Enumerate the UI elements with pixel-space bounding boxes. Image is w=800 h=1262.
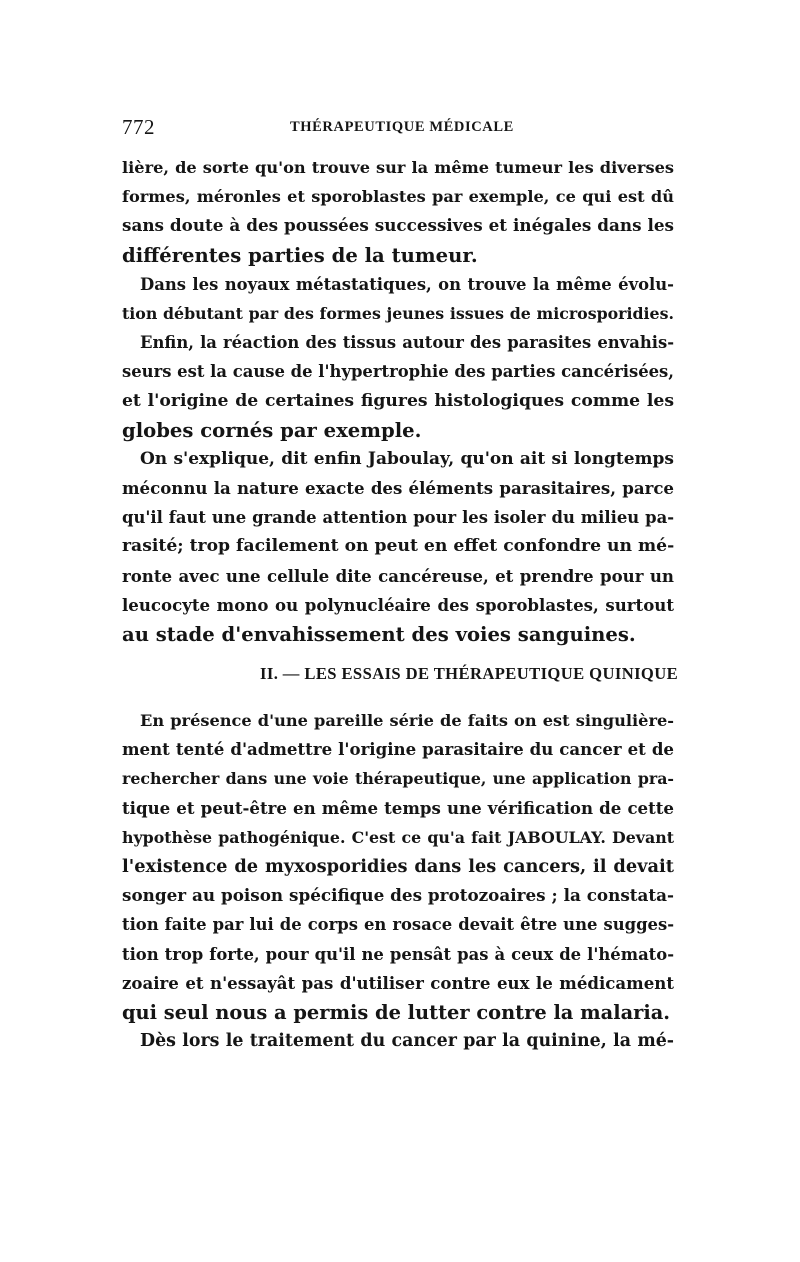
text-line: globes cornés par exemple.	[122, 418, 422, 442]
text-line: tion débutant par des formes jeunes issues de microsporidies.	[122, 303, 674, 323]
running-title: THÉRAPEUTIQUE MÉDICALE	[290, 119, 514, 135]
text-line: lière, de sorte qu'on trouve sur la même tumeur les diverses	[122, 158, 674, 177]
text-line: En présence d'une pareille série de faits on est singulière-	[140, 711, 674, 730]
text-line: leucocyte mono ou polynucléaire des sporoblastes, surtout	[122, 594, 674, 615]
text-line: rechercher dans une voie thérapeutique, une application pra-	[122, 769, 674, 789]
body-text-block-1	[122, 153, 674, 649]
text-line: zoaire et n'essayât pas d'utiliser contre eux le médicament	[122, 972, 674, 993]
text-line: hypothèse pathogénique. C'est ce qu'a fait JABOULAY. Devant	[122, 827, 674, 847]
text-line: qu'il faut une grande attention pour les isoler du milieu pa-	[122, 508, 674, 528]
text-line: et l'origine de certaines figures histologiques comme les	[122, 390, 674, 411]
text-line: tion trop forte, pour qu'il ne pensât pas à ceux de l'hémato-	[122, 944, 674, 964]
text-line: tion faite par lui de corps en rosace devait être une sugges-	[122, 915, 674, 935]
body-text-block-2	[122, 706, 674, 1056]
text-line: On s'explique, dit enfin Jaboulay, qu'on ait si longtemps	[140, 448, 674, 469]
page-number: 772	[122, 115, 155, 139]
text-line: rasité; trop facilement on peut en effet confondre un mé-	[122, 536, 675, 557]
text-line: différentes parties de la tumeur.	[122, 243, 478, 267]
text-line: Dans les noyaux métastatiques, on trouve la même évolu-	[140, 274, 674, 294]
running-head	[122, 115, 674, 141]
text-line: ronte avec une cellule dite cancéreuse, et prendre pour un	[122, 565, 674, 586]
text-line: ment tenté d'admettre l'origine parasitaire du cancer et de	[122, 739, 674, 760]
text-line: Enfin, la réaction des tissus autour des parasites envahis-	[140, 333, 674, 353]
text-line: Dès lors le traitement du cancer par la quinine, la mé-	[140, 1031, 674, 1052]
text-line: formes, méronles et sporoblastes par exemple, ce qui est dû	[122, 187, 674, 207]
text-line: seurs est la cause de l'hypertrophie des parties cancérisées,	[122, 362, 674, 382]
section-heading: II. — LES ESSAIS DE THÉRAPEUTIQUE QUINIQUE	[260, 664, 679, 683]
text-line: méconnu la nature exacte des éléments parasitaires, parce	[122, 478, 674, 499]
text-line: au stade d'envahissement des voies sanguines.	[122, 623, 636, 646]
text-line: l'existence de myxosporidies dans les cancers, il devait	[122, 855, 674, 877]
text-line: songer au poison spécifique des protozoaires ; la constata-	[122, 885, 674, 906]
text-line: tique et peut-être en même temps une vérification de cette	[122, 797, 674, 818]
text-line: sans doute à des poussées successives et inégales dans les	[122, 215, 674, 236]
text-line: qui seul nous a permis de lutter contre la malaria.	[122, 1000, 671, 1024]
